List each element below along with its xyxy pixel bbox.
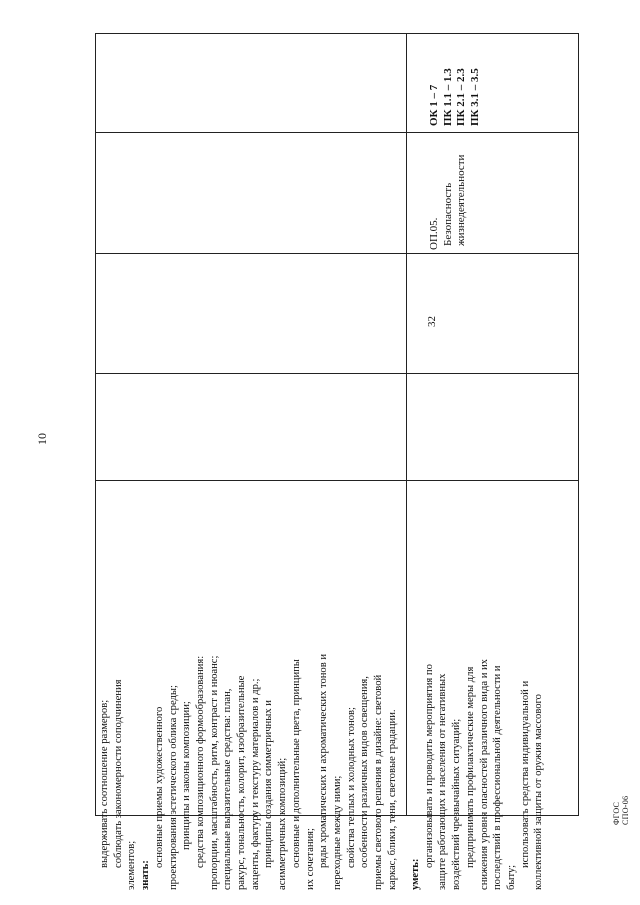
column-separator-3 (95, 373, 579, 374)
text-line: быту; (505, 864, 517, 890)
text-line: основные и дополнительные цвета, принципы (290, 659, 302, 868)
skills-heading: уметь: (410, 858, 421, 890)
footer-code: ФГОС СПО-06 (612, 795, 630, 825)
text-line: использовать средства индивидуальной и (519, 680, 531, 868)
column-separator-1 (95, 132, 579, 133)
text-line: ракурс, тональность, колорит, изобразительные (236, 675, 248, 890)
text-line: средства композиционного формообразования: (194, 655, 206, 868)
column-separator-2 (95, 253, 579, 254)
text-line: ряды хроматических и ахроматических тонов и (318, 653, 330, 868)
text-line: асимметричных композиций; (277, 757, 289, 890)
discipline-name: Безопасность (441, 182, 454, 246)
competence-code: ОК 1 – 7 (428, 84, 440, 126)
text-line: переходные между ними; (331, 775, 343, 890)
row-divider (406, 33, 407, 816)
text-line: каркас, блики, тени, световые градации. (386, 709, 398, 890)
text-line: принципы создания симметричных и (263, 700, 275, 868)
text-line: особенности различных видов освещения, (359, 676, 371, 868)
text-line: специальные выразительные средства: план, (222, 688, 234, 890)
text-line: принципы и законы композиции; (181, 701, 193, 850)
text-line: их сочетания; (304, 828, 316, 890)
page-number: 10 (35, 433, 49, 445)
text-line: приемы светового решения в дизайне: световой (373, 674, 385, 890)
text-line: пропорции, масштабность, ритм, контраст и нюанс; (208, 655, 220, 890)
text-line: организовывать и проводить мероприятия по (423, 664, 435, 868)
competencies-cell (428, 68, 482, 126)
discipline-name: жизнедеятельности (455, 154, 467, 246)
text-line: воздействий чрезвычайных ситуаций; (451, 718, 463, 890)
know-heading: знать: (140, 860, 152, 890)
table-border-left (95, 33, 96, 816)
text-line: защите работающих и населения от негативных (437, 673, 449, 890)
text-line: последствий в профессиональной деятельности и (492, 665, 504, 890)
competence-code: ПК 3.1 – 3.5 (468, 68, 481, 126)
text-line: коллективной защиты от оружия массового (533, 694, 545, 890)
text-line: акценты, фактуру и текстуру материалов и др.; (249, 678, 261, 890)
table-border-right (578, 33, 579, 816)
continuation-cell (98, 480, 399, 890)
text-line: соблюдать закономерности соподчинения (112, 679, 124, 868)
discipline-cell (428, 155, 469, 250)
competence-code: ПК 1.1 – 1.3 (441, 68, 454, 126)
text-line: проектирования эстетического облика среды; (167, 685, 179, 890)
text-line: свойства теплых и холодных тонов; (345, 707, 357, 868)
text-line: снижения уровня опасностей различного вида и их (478, 659, 490, 890)
hours-value: 32 (426, 316, 438, 327)
text-line: элементов; (126, 840, 138, 890)
text-line: основные приемы художественного (153, 706, 165, 868)
text-line: выдерживать соотношение размеров; (99, 699, 110, 868)
bzh-skills-cell (409, 480, 546, 890)
table-border-top (95, 33, 579, 34)
text-line: предпринимать профилактические меры для (464, 666, 476, 868)
competence-code: ПК 2.1 – 2.3 (455, 68, 467, 126)
discipline-code: ОП.05. (428, 217, 440, 250)
